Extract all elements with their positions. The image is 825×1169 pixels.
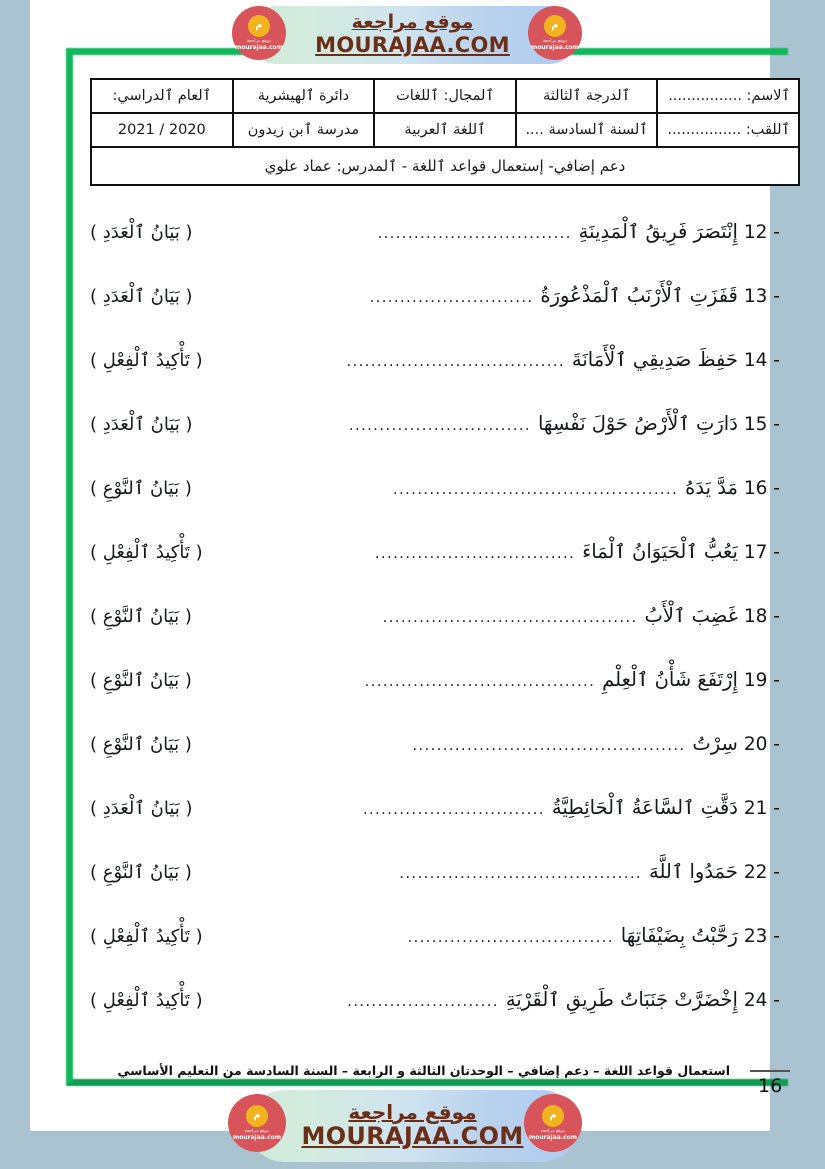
exercise-number: 15 - [743,414,780,435]
exercise-number: 12 - [743,222,780,243]
school-year-value-cell: 2020 / 2021 [91,113,233,147]
exercise-sentence: قَفَزَتِ ٱلْأَرْنَبُ ٱلْمَذْعُورَةُ [540,284,738,307]
mourajaa-logo-icon: م [248,15,270,37]
badge-english-label: mourajaa.com [528,1134,578,1142]
exercise-sentence: إِخْضَرَّتْ جَنَبَاتُ طَرِيقِ ٱلْقَرْيَةِ [505,988,738,1011]
level-cell: ٱلسنة ٱلسادسة .... [516,113,658,147]
exercise-hint: ( بَيَانُ ٱلنَّوْعِ ) [90,670,192,691]
answer-blank[interactable]: ................................ [377,224,572,242]
exercise-number: 18 - [743,606,780,627]
badge-arabic-label: موقع مراجعة [246,38,272,44]
watermark-arabic-text: موقع مراجعة [351,10,474,33]
badge-arabic-label: موقع مراجعة [244,1128,270,1134]
worksheet-title-cell: دعم إضافي- إستعمال قواعد ٱللغة - ٱلمدرس: عماد علوي [91,147,799,185]
exercise-number: 16 - [743,478,780,499]
watermark-arabic-text: موقع مراجعة [348,1099,477,1124]
page-number-value: 16 [758,1075,783,1097]
exercise-row [90,648,780,712]
exercise-number: 20 - [743,734,780,755]
answer-blank[interactable]: .................................. [407,928,614,946]
exercise-sentence: سِرْتُ [692,732,738,755]
exercise-number: 13 - [743,286,780,307]
school-cell: مدرسة ٱبن زيدون [233,113,375,147]
worksheet-page [30,0,790,1131]
field-cell: ٱلمجال: ٱللغات [374,79,516,113]
exercise-number: 23 - [743,926,780,947]
exercise-row [90,520,780,584]
exercise-number: 24 - [743,990,780,1011]
exercise-row [90,456,780,520]
exercise-hint: ( بَيَانُ ٱلْعَدَدِ ) [90,798,193,819]
exercise-hint: ( بَيَانُ ٱلنَّوْعِ ) [90,606,192,627]
answer-blank[interactable]: ...................................... [364,672,596,690]
badge-english-label: mourajaa.com [530,44,580,52]
student-name-cell[interactable]: ٱلاسم: ................ [657,79,799,113]
exercise-sentence: مَدَّ يَدَهُ [685,476,738,499]
answer-blank[interactable]: ......................... [347,992,499,1010]
footer-note: استعمال قواعد اللغة – دعم إضافي – الوحدتان الثالثة و الرابعة – السنة السادسة من التعليم الأساسي [117,1063,730,1078]
exercise-row [90,584,780,648]
watermark-bottom [0,1086,825,1166]
answer-blank[interactable]: .............................. [348,416,531,434]
watermark-badge-right [524,1094,582,1152]
degree-cell: ٱلدرجة ٱلثالثة [516,79,658,113]
district-cell: دائرة ٱلهيشرية [233,79,375,113]
mourajaa-logo-icon: م [246,1105,268,1127]
exercise-row [90,840,780,904]
exercise-row [90,392,780,456]
answer-blank[interactable]: ............................................... [392,480,679,498]
exercise-hint: ( تَأْكِيدُ ٱلْفِعْلِ ) [90,350,203,371]
watermark-english-text[interactable]: MOURAJAA.COM [315,32,510,57]
answer-blank[interactable]: ................................. [374,544,576,562]
exercise-sentence: دَارَتِ ٱلْأَرْضُ حَوْلَ نَفْسِهَا [537,412,738,435]
exercise-sentence: إِرْتَفَعَ شَأْنُ ٱلْعِلْمِ [602,668,738,691]
exercise-hint: ( تَأْكِيدُ ٱلْفِعْلِ ) [90,990,203,1011]
answer-blank[interactable]: ........................... [369,288,534,306]
exercise-hint: ( بَيَانُ ٱلْعَدَدِ ) [90,222,193,243]
exercise-sentence: إِنْتَصَرَ فَرِيقُ ٱلْمَدِينَةِ [578,220,738,243]
exercise-row [90,328,780,392]
exercise-sentence: دَقَّتِ ٱلسَّاعَةُ ٱلْحَائِطِيَّةُ [551,796,738,819]
watermark-english-text[interactable]: MOURAJAA.COM [301,1121,524,1150]
answer-blank[interactable]: .................................... [346,352,565,370]
student-surname-cell[interactable]: ٱللقب: ................ [657,113,799,147]
page-number-rule [750,1070,790,1072]
badge-english-label: mourajaa.com [232,1134,282,1142]
exercise-hint: ( بَيَانُ ٱلْعَدَدِ ) [90,414,193,435]
exercise-number: 19 - [743,670,780,691]
exercise-row [90,968,780,1032]
exercise-number: 22 - [743,862,780,883]
mourajaa-logo-icon: م [544,15,566,37]
exercise-number: 21 - [743,798,780,819]
subject-cell: ٱللغة ٱلعربية [374,113,516,147]
answer-blank[interactable]: .............................. [362,800,545,818]
watermark-top [0,0,825,70]
exercise-row [90,712,780,776]
header-row-1 [91,79,799,113]
exercise-row [90,904,780,968]
badge-english-label: mourajaa.com [234,44,284,52]
exercise-sentence: يَعُبُّ ٱلْحَيَوَانُ ٱلْمَاءَ [582,540,738,563]
header-title-row [91,147,799,185]
badge-arabic-label: موقع مراجعة [540,1128,566,1134]
header-row-2 [91,113,799,147]
watermark-badge-left [228,1094,286,1152]
exercise-hint: ( بَيَانُ ٱلنَّوْعِ ) [90,478,192,499]
header-info-table [90,78,800,186]
watermark-badge-right [528,6,582,60]
exercise-hint: ( بَيَانُ ٱلنَّوْعِ ) [90,734,192,755]
exercise-hint: ( تَأْكِيدُ ٱلْفِعْلِ ) [90,542,203,563]
exercise-row [90,200,780,264]
exercise-hint: ( بَيَانُ ٱلْعَدَدِ ) [90,286,193,307]
exercise-sentence: رَحَّبْتُ بِضَيْفَاتِهَا [620,924,738,947]
exercise-hint: ( تَأْكِيدُ ٱلْفِعْلِ ) [90,926,203,947]
exercise-row [90,776,780,840]
mourajaa-logo-icon: م [542,1105,564,1127]
watermark-badge-left [232,6,286,60]
exercise-row [90,264,780,328]
exercise-number: 17 - [743,542,780,563]
answer-blank[interactable]: ........................................ [399,864,643,882]
answer-blank[interactable]: .......................................... [382,608,638,626]
exercise-sentence: غَضِبَ ٱلْأَبُ [644,604,738,627]
answer-blank[interactable]: ............................................. [412,736,686,754]
exercise-number: 14 - [743,350,780,371]
school-year-label-cell: ٱلعام ٱلدراسي: [91,79,233,113]
exercise-list [90,200,780,1032]
exercise-sentence: حَمَدُوا ٱللَّهَ [649,860,738,883]
badge-arabic-label: موقع مراجعة [542,38,568,44]
exercise-hint: ( بَيَانُ ٱلنَّوْعِ ) [90,862,192,883]
exercise-sentence: حَفِظَ صَدِيقِي ٱلْأَمَانَةَ [571,348,738,371]
